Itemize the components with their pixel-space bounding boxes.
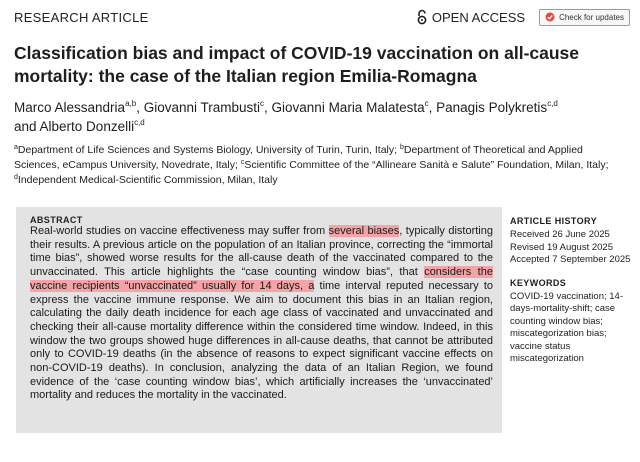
article-sidebar: [510, 215, 636, 365]
open-access-label: OPEN ACCESS: [431, 9, 526, 25]
affiliation-marker: a: [14, 144, 18, 151]
abstract-text-segment: , typically distorting their results. A previous article on the population of an Italian province, correcting the “immortal time bias”, showed worse results for the all-cause death of the vaccinated compared to the unvaccinated. This article highlights the “case counting window bias”, that: [30, 225, 493, 279]
article-title: Classification bias and impact of COVID-19 vaccination on all-cause mortality: the case of the Italian region Emilia-Romagna: [14, 43, 580, 86]
affiliation-text: Department of Theoretical and Applied Sciences, eCampus University, Novedrate, Italy;: [14, 144, 583, 171]
keywords-text: COVID-19 vaccination; 14-days-mortality-shift; case counting window bias; miscategorization bias; vaccine status miscategorization: [510, 291, 623, 365]
highlighted-text: several biases: [328, 225, 400, 237]
open-access-badge[interactable]: [416, 9, 525, 25]
keywords-heading: KEYWORDS: [510, 277, 567, 288]
author-name[interactable]: Marco Alessandria: [14, 100, 126, 115]
author-affiliation-marker: a,b: [125, 99, 137, 108]
revised-date: Revised 19 August 2025: [510, 241, 613, 253]
author-affiliation-marker: c,d: [134, 118, 145, 127]
affiliation-text: Department of Life Sciences and Systems Biology, University of Turin, Turin, Italy;: [17, 144, 400, 156]
received-date: Received 26 June 2025: [510, 229, 610, 241]
affiliation-marker: d: [14, 174, 18, 181]
article-type: RESEARCH ARTICLE: [14, 9, 149, 25]
abstract-text-segment: Real-world studies on vaccine effectiveness may suffer from: [30, 225, 329, 237]
article-header: [14, 7, 630, 27]
open-lock-icon: [416, 9, 428, 25]
author-name[interactable]: Alberto Donzelli: [39, 119, 135, 134]
affiliation-marker: b: [399, 144, 404, 151]
author-affiliation-marker: c: [260, 99, 265, 108]
check-for-updates-label: Check for updates: [559, 12, 624, 22]
highlighted-text: considers the vaccine recipients “unvaccinated” usually for 14 days, a: [30, 266, 493, 292]
author-affiliation-marker: c: [424, 99, 429, 108]
affiliations: [14, 143, 628, 188]
affiliation-text: Scientific Committee of the “Allineare Sanità e Salute” Foundation, Milan, Italy;: [244, 159, 609, 171]
accepted-date: Accepted 7 September 2025: [510, 254, 631, 266]
author-name[interactable]: Giovanni Trambusti: [143, 100, 261, 115]
crossmark-icon: [545, 12, 555, 22]
check-for-updates-button[interactable]: [539, 9, 630, 26]
author-list: Marco Alessandria$^{a,b}$, Giovanni Trambusti$^c$, Giovanni Maria Malatesta$^c$, Panagis Polykretis$^{c,d}$ and Alberto Donzelli$^{c,d}$: [14, 99, 558, 134]
abstract-box: [16, 207, 502, 433]
abstract-text: [30, 225, 493, 403]
author-name[interactable]: Giovanni Maria Malatesta: [271, 100, 425, 115]
abstract-text-segment: time interval reputed necessary to express the vaccine immune response. We aim to document this bias in an Italian region, calculating the daily death incidence for each age class of vaccinated and unvaccinated and checking their all-cause mortality difference within the considered time window. Indeed, in this window the two groups showed huge differences in all-cause deaths, that cannot be attributed only to COVID-19 deaths (in the absence of reasons to expect significant vaccine effects on non-COVID-19 deaths). In conclusion, analyzing the data of an Italian Region, we found evidence of the ‘case counting window bias’, which artificially increases the ‘unvaccinated’ mortality and reduces the mortality in the vaccinated.: [30, 279, 494, 402]
author-affiliation-marker: c,d: [547, 99, 558, 108]
affiliation-text: Independent Medical-Scientific Commission, Milan, Italy: [17, 174, 278, 186]
abstract-heading: ABSTRACT: [30, 215, 83, 225]
affiliation-marker: c: [240, 159, 245, 166]
author-name[interactable]: Panagis Polykretis: [436, 100, 548, 115]
article-history-heading: ARTICLE HISTORY: [510, 216, 598, 226]
